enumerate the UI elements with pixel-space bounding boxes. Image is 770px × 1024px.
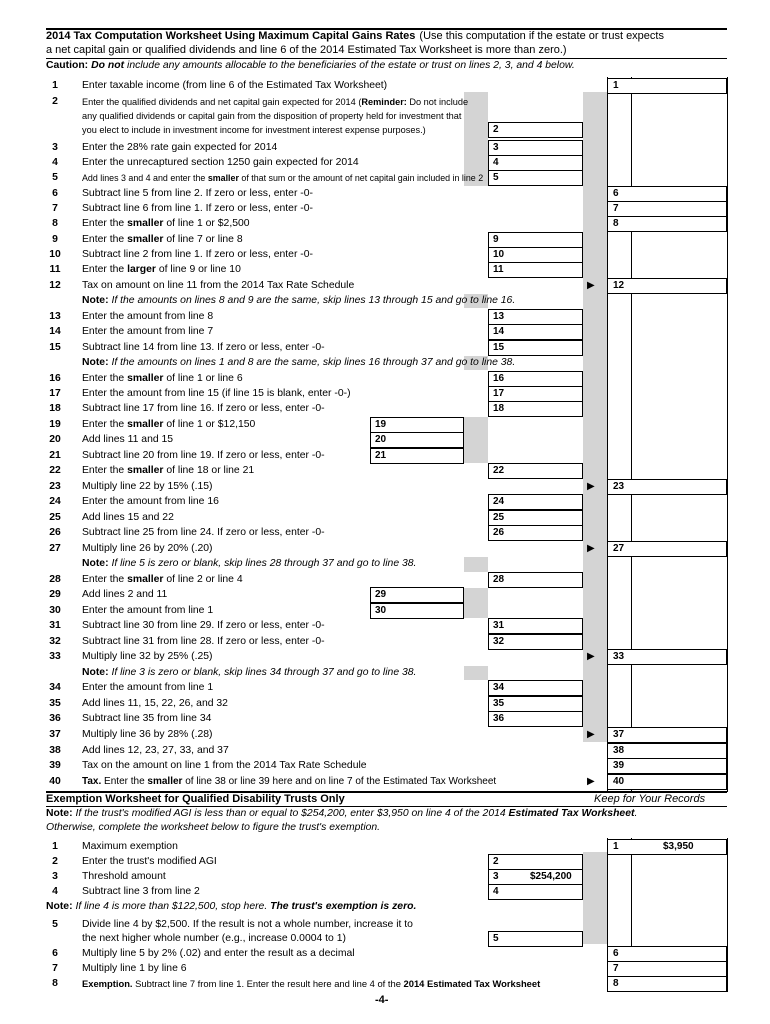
entry-box-label: 32 <box>493 636 505 647</box>
line-text <box>82 480 213 494</box>
line-text <box>82 171 483 185</box>
line-text <box>82 542 213 556</box>
line-text-part: Subtract line 6 from line 1. If zero or less, enter -0- <box>82 203 313 214</box>
worksheet2-title-text: Exemption Worksheet for Qualified Disability Trusts Only <box>46 793 345 805</box>
line-bold: larger <box>127 264 156 275</box>
entry-box-label: 29 <box>375 589 387 600</box>
line-text-part: any qualified dividends or capital gain from the disposition of property held for investment that <box>82 111 462 121</box>
line-text-continued <box>82 123 426 137</box>
line-text-part: of line 1 or $12,150 <box>163 419 256 430</box>
arrow-icon: ▶ <box>587 776 595 787</box>
line-text <box>82 870 166 884</box>
entry-box-label: 33 <box>613 651 625 662</box>
entry-box[interactable] <box>607 479 727 495</box>
line-text-part: Enter taxable income (from line 6 of the Estimated Tax Worksheet) <box>82 80 388 91</box>
line-number: 35 <box>49 698 61 709</box>
caution-label: Caution: <box>46 60 89 71</box>
line-text-part: Subtract line 31 from line 28. If zero or less, enter -0- <box>82 636 325 647</box>
line-text-part: Add lines 3 and 4 and enter the <box>82 173 208 183</box>
shaded-block <box>464 588 488 618</box>
line-number: 34 <box>49 682 61 693</box>
line-bold: smaller <box>127 373 164 384</box>
worksheet2-note <box>46 807 637 821</box>
line-text <box>82 402 325 416</box>
entry-box-label: 4 <box>493 886 499 897</box>
line-number: 10 <box>49 249 61 260</box>
line-text-part: of that sum or the amount of net capital gain included in line 2 <box>238 173 484 183</box>
line-bold: smaller <box>127 465 164 476</box>
line-text <box>82 248 313 262</box>
entry-box[interactable] <box>488 232 583 248</box>
line-text <box>82 650 213 664</box>
entry-box-label: 10 <box>493 249 505 260</box>
line-text-part: Subtract line 7 from line 1. Enter the result here and line 4 of the <box>132 978 404 989</box>
line-text-part: Add lines 15 and 22 <box>82 512 174 523</box>
entry-box-label: 16 <box>493 373 505 384</box>
line-number: 4 <box>52 886 58 897</box>
line-text <box>82 744 229 758</box>
arrow-icon: ▶ <box>587 481 595 492</box>
line-text <box>82 433 173 447</box>
arrow-icon: ▶ <box>587 651 595 662</box>
line-text-part: Subtract line 5 from line 2. If zero or less, enter -0- <box>82 188 313 199</box>
line-number: 15 <box>49 342 61 353</box>
line-number: 27 <box>49 543 61 554</box>
entry-box[interactable] <box>607 186 727 202</box>
line-text <box>82 95 468 109</box>
entry-box-label: 6 <box>613 948 619 959</box>
note-bold: Estimated Tax Worksheet <box>508 808 635 819</box>
line-text-part: Enter the <box>101 776 148 787</box>
line-text <box>82 885 200 899</box>
line-text <box>82 977 540 991</box>
line-number: 3 <box>52 871 58 882</box>
entry-box-label: 8 <box>613 978 619 989</box>
entry-box[interactable] <box>607 758 727 774</box>
keep-records-text: Keep for Your Records <box>594 793 706 805</box>
entry-box-label: 19 <box>375 419 387 430</box>
entry-box-label: 7 <box>613 203 619 214</box>
note-text: If the amounts on lines 1 and 8 are the same, skip lines 16 through 37 and go to line 38. <box>108 357 516 368</box>
line-number: 1 <box>52 841 58 852</box>
line-number: 1 <box>52 80 58 91</box>
line-text-part: Divide line 4 by $2,500. If the result is not a whole number, increase it to <box>82 919 413 930</box>
line-number: 4 <box>52 157 58 168</box>
line-text-part: Multiply line 22 by 15% (.15) <box>82 481 213 492</box>
caution-line <box>46 59 575 73</box>
entry-box-label: 12 <box>613 280 625 291</box>
line-number: 7 <box>52 203 58 214</box>
line-text <box>46 900 416 914</box>
line-text-part: Multiply line 36 by 28% (.28) <box>82 729 213 740</box>
line-number: 8 <box>52 978 58 989</box>
entry-box-label: 5 <box>493 933 499 944</box>
line-text <box>82 728 213 742</box>
line-number: 8 <box>52 218 58 229</box>
entry-box[interactable] <box>488 854 583 870</box>
line-text-continued <box>82 932 346 946</box>
line-number: 22 <box>49 465 61 476</box>
line-text-part: Enter the <box>82 234 128 245</box>
line-text-part: Enter the <box>82 419 128 430</box>
line-text-part: Add lines 12, 23, 27, 33, and 37 <box>82 745 229 756</box>
line-text-part: Tax on the amount on line 1 from the 2014 Tax Rate Schedule <box>82 760 367 771</box>
worksheet-title-text: 2014 Tax Computation Worksheet Using Maximum Capital Gains Rates <box>46 30 416 42</box>
line-text-part: of line 9 or line 10 <box>155 264 241 275</box>
line-text <box>82 372 243 386</box>
line-text <box>82 855 217 869</box>
note-label: Note: <box>82 295 109 306</box>
shaded-block <box>464 666 488 680</box>
line-number: 18 <box>49 403 61 414</box>
line-text <box>82 759 367 773</box>
entry-box-label: 38 <box>613 745 625 756</box>
line-text <box>82 464 254 478</box>
line-text-part: Enter the <box>82 574 128 585</box>
note-label: Note: <box>46 901 73 912</box>
line-text-part: of line 2 or line 4 <box>163 574 243 585</box>
caution-text: include any amounts allocable to the beneficiaries of the estate or trust on lines 2, 3, and 4 below. <box>127 60 575 71</box>
line-text-part: Subtract line 3 from line 2 <box>82 886 200 897</box>
entry-value: $254,200 <box>530 871 572 882</box>
line-text <box>82 962 187 976</box>
line-text-part: Tax on amount on line 11 from the 2014 Tax Rate Schedule <box>82 280 355 291</box>
line-text-part: Enter the <box>82 373 128 384</box>
line-text-part: Enter the amount from line 7 <box>82 326 214 337</box>
right-column-right-line <box>727 838 728 992</box>
worksheet-title-note: (Use this computation if the estate or trust expects <box>419 30 664 42</box>
line-text <box>82 495 219 509</box>
line-text-part: Enter the amount from line 8 <box>82 311 214 322</box>
note-label: Note: <box>82 667 109 678</box>
note-text: If line 4 is more than $122,500, stop here. <box>72 901 271 912</box>
line-number: 39 <box>49 760 61 771</box>
worksheet2-title <box>46 792 345 806</box>
line-text-part: Subtract line 35 from line 34 <box>82 713 212 724</box>
entry-box[interactable] <box>488 122 583 138</box>
line-bold: 2014 Estimated Tax Worksheet <box>403 978 541 989</box>
entry-box[interactable] <box>488 884 583 900</box>
line-bold: smaller <box>127 234 164 245</box>
line-bold: smaller <box>127 419 164 430</box>
line-number: 40 <box>49 776 61 787</box>
entry-box-label: 9 <box>493 234 499 245</box>
line-text-part: Subtract line 30 from line 29. If zero or less, enter -0- <box>82 620 325 631</box>
line-bold: smaller <box>127 218 164 229</box>
line-text-part: Enter the amount from line 16 <box>82 496 219 507</box>
line-text <box>82 666 416 680</box>
line-text <box>82 712 211 726</box>
entry-box-label: 24 <box>493 496 505 507</box>
entry-box[interactable] <box>607 649 727 665</box>
caution-do-not: Do not <box>91 60 125 71</box>
line-text-part: of line 38 or line 39 here and on line 7 of the Estimated Tax Worksheet <box>182 776 497 787</box>
line-text <box>82 418 255 432</box>
line-text-part: Add lines 11, 15, 22, 26, and 32 <box>82 698 228 709</box>
right-column-left-line <box>607 77 608 792</box>
note-text: If the amounts on lines 8 and 9 are the same, skip lines 13 through 15 and go to line 16. <box>108 295 516 306</box>
line-bold: smaller <box>207 173 239 183</box>
line-text <box>82 573 243 587</box>
line-number: 38 <box>49 745 61 756</box>
note-line2-text: Otherwise, complete the worksheet below to figure the trust's exemption. <box>46 822 381 833</box>
line-number: 3 <box>52 142 58 153</box>
line-text <box>82 356 515 370</box>
entry-box-label: 31 <box>493 620 505 631</box>
line-text-part: Multiply line 32 by 25% (.25) <box>82 651 213 662</box>
entry-box-label: 40 <box>613 776 625 787</box>
line-text <box>82 697 228 711</box>
entry-box-label: 3 <box>493 871 499 882</box>
line-number: 19 <box>49 419 61 430</box>
entry-box-label: 11 <box>493 264 504 275</box>
line-text-part: Enter the qualified dividends and net capital gain expected for 2014 ( <box>82 97 362 107</box>
entry-box-label: 1 <box>613 841 619 852</box>
line-bold-lead: Exemption. <box>82 978 133 989</box>
line-text-part: Maximum exemption <box>82 841 178 852</box>
entry-box-label: 37 <box>613 729 625 740</box>
line-text-part: of line 7 or line 8 <box>163 234 243 245</box>
line-text-part: Subtract line 2 from line 1. If zero or less, enter -0- <box>82 249 313 260</box>
entry-box-label: 26 <box>493 527 505 538</box>
worksheet-title-note-line2 <box>46 43 567 57</box>
line-text <box>82 79 387 93</box>
entry-box-label: 30 <box>375 605 387 616</box>
line-text <box>82 681 213 695</box>
title-note-line2-text: a net capital gain or qualified dividends and line 6 of the 2014 Estimated Tax Worksheet is more than zero.) <box>46 44 567 56</box>
line-number: 24 <box>49 496 61 507</box>
entry-box[interactable] <box>607 216 727 232</box>
line-bold: smaller <box>127 574 164 585</box>
page-number: -4- <box>375 994 389 1006</box>
line-number: 29 <box>49 589 61 600</box>
shaded-strip <box>583 92 607 742</box>
line-text <box>82 141 277 155</box>
line-number: 36 <box>49 713 61 724</box>
entry-box-label: 2 <box>493 856 499 867</box>
line-number: 2 <box>52 856 58 867</box>
arrow-icon: ▶ <box>587 729 595 740</box>
line-text-part: Enter the trust's modified AGI <box>82 856 217 867</box>
line-text <box>82 557 416 571</box>
line-text <box>82 233 243 247</box>
entry-box-label: 14 <box>493 326 505 337</box>
arrow-icon: ▶ <box>587 543 595 554</box>
line-number: 25 <box>49 512 61 523</box>
entry-box[interactable] <box>607 961 727 977</box>
entry-box-label: 20 <box>375 434 387 445</box>
line-number: 2 <box>52 96 58 107</box>
entry-box-label: 39 <box>613 760 625 771</box>
line-text-part: of line 1 or line 6 <box>163 373 243 384</box>
entry-box-label: 8 <box>613 218 619 229</box>
line-text-part: Add lines 11 and 15 <box>82 434 174 445</box>
entry-box[interactable] <box>488 155 583 171</box>
line-text <box>82 217 250 231</box>
line-text <box>82 918 413 932</box>
line-text-part: Add lines 2 and 11 <box>82 589 168 600</box>
line-text <box>82 341 325 355</box>
line-text <box>82 187 313 201</box>
entry-value: $3,950 <box>663 841 694 852</box>
note-text: If the trust's modified AGI is less than or equal to $254,200, enter $3,950 on line 4 of the 2014 <box>72 808 509 819</box>
line-text-part: Subtract line 17 from line 16. If zero or less, enter -0- <box>82 403 325 414</box>
line-text <box>82 619 325 633</box>
note-label: Note: <box>82 558 109 569</box>
worksheet-title <box>46 29 664 43</box>
line-text-part: Enter the 28% rate gain expected for 2014 <box>82 142 278 153</box>
line-text-part: you elect to include in investment income for investment interest expense purposes.) <box>82 125 426 135</box>
entry-box-label: 2 <box>493 124 499 135</box>
entry-box[interactable] <box>607 727 727 743</box>
entry-box-label: 1 <box>613 80 619 91</box>
line-number: 31 <box>49 620 61 631</box>
line-number: 5 <box>52 172 58 183</box>
line-number: 5 <box>52 919 58 930</box>
note-end: . <box>634 808 638 819</box>
arrow-icon: ▶ <box>587 280 595 291</box>
note-text: If line 3 is zero or blank, skip lines 34 through 37 and go to line 38. <box>108 667 417 678</box>
line-text-part: the next higher whole number (e.g., increase 0.0004 to 1) <box>82 933 346 944</box>
worksheet2-note-line2 <box>46 821 380 835</box>
line-text <box>82 840 178 854</box>
line-text-part: Subtract line 25 from line 24. If zero or less, enter -0- <box>82 527 325 538</box>
line-text <box>82 526 325 540</box>
right-label-line <box>631 77 632 792</box>
line-text-part: Do not include <box>406 97 469 107</box>
entry-box[interactable] <box>607 976 727 992</box>
line-text-part: Enter the amount from line 1 <box>82 682 214 693</box>
line-text <box>82 156 359 170</box>
line-number: 32 <box>49 636 61 647</box>
line-text <box>82 202 313 216</box>
entry-box-label: 5 <box>493 172 499 183</box>
entry-box-label: 21 <box>375 450 387 461</box>
entry-box[interactable] <box>607 743 727 759</box>
line-text <box>82 449 325 463</box>
line-bold: Reminder: <box>361 97 407 107</box>
line-text-part: Enter the amount from line 15 (if line 15 is blank, enter -0-) <box>82 388 351 399</box>
line-number: 21 <box>49 450 61 461</box>
line-text <box>82 635 325 649</box>
line-number: 6 <box>52 188 58 199</box>
right-column-right-line <box>727 77 728 792</box>
shaded-block <box>464 417 488 463</box>
line-text <box>82 775 496 789</box>
keep-records <box>594 792 705 806</box>
line-number: 23 <box>49 481 61 492</box>
entry-box-label: 13 <box>493 311 505 322</box>
line-number: 20 <box>49 434 61 445</box>
line-text <box>82 263 241 277</box>
line-text-part: Enter the amount from line 1 <box>82 605 214 616</box>
entry-box-label: 34 <box>493 682 505 693</box>
line-text-part: Subtract line 20 from line 19. If zero or less, enter -0- <box>82 450 325 461</box>
line-text-part: of line 1 or $2,500 <box>163 218 250 229</box>
line-text-part: Threshold amount <box>82 871 166 882</box>
line-number: 13 <box>49 311 61 322</box>
line-number: 30 <box>49 605 61 616</box>
line-number: 7 <box>52 963 58 974</box>
entry-box-label: 6 <box>613 188 619 199</box>
entry-box[interactable] <box>607 541 727 557</box>
entry-box[interactable] <box>488 170 583 186</box>
note-label: Note: <box>46 808 73 819</box>
entry-box[interactable] <box>607 78 727 94</box>
line-number: 16 <box>49 373 61 384</box>
line-text-part: of line 18 or line 21 <box>163 465 255 476</box>
line-number: 28 <box>49 574 61 585</box>
entry-box-label: 15 <box>493 342 505 353</box>
entry-box-label: 36 <box>493 713 505 724</box>
shaded-block <box>464 557 488 572</box>
line-number: 33 <box>49 651 61 662</box>
entry-box-label: 18 <box>493 403 505 414</box>
line-text-part: Multiply line 1 by line 6 <box>82 963 187 974</box>
note-text: If line 5 is zero or blank, skip lines 28 through 37 and go to line 38. <box>108 558 417 569</box>
entry-box-label: 7 <box>613 963 619 974</box>
line-number: 17 <box>49 388 61 399</box>
entry-box-label: 28 <box>493 574 505 585</box>
entry-box-label: 35 <box>493 698 505 709</box>
entry-box-label: 22 <box>493 465 505 476</box>
line-text-part: Enter the <box>82 218 128 229</box>
line-text <box>82 947 355 961</box>
line-text-part: Subtract line 14 from line 13. If zero or less, enter -0- <box>82 342 325 353</box>
line-text <box>82 325 213 339</box>
line-text-part: Enter the unrecaptured section 1250 gain expected for 2014 <box>82 157 359 168</box>
line-number: 12 <box>49 280 61 291</box>
entry-box[interactable] <box>607 278 727 294</box>
shaded-strip <box>583 852 607 944</box>
line-text <box>82 387 351 401</box>
entry-box-label: 25 <box>493 512 505 523</box>
line-text-part: Enter the <box>82 264 128 275</box>
line-text <box>82 279 354 293</box>
entry-box[interactable] <box>607 946 727 962</box>
entry-box[interactable] <box>488 931 583 947</box>
line-number: 6 <box>52 948 58 959</box>
line-text <box>82 294 515 308</box>
line-text-part: Multiply line 5 by 2% (.02) and enter the result as a decimal <box>82 948 355 959</box>
line-text-continued <box>82 109 461 123</box>
entry-box[interactable] <box>607 774 727 790</box>
entry-box[interactable] <box>607 201 727 217</box>
note-bold-italic: The trust's exemption is zero. <box>270 901 417 912</box>
entry-box-label: 27 <box>613 543 625 554</box>
line-bold-lead: Tax. <box>82 776 102 787</box>
line-number: 14 <box>49 326 61 337</box>
entry-box-label: 23 <box>613 481 625 492</box>
line-text-part: Enter the <box>82 465 128 476</box>
entry-box-label: 17 <box>493 388 505 399</box>
line-bold: smaller <box>147 776 183 787</box>
line-text <box>82 310 213 324</box>
line-number: 26 <box>49 527 61 538</box>
line-text-part: Multiply line 26 by 20% (.20) <box>82 543 213 554</box>
line-number: 11 <box>49 264 61 275</box>
line-text <box>82 511 174 525</box>
line-text <box>82 604 213 618</box>
note-label: Note: <box>82 357 109 368</box>
line-number: 9 <box>52 234 58 245</box>
entry-box[interactable] <box>488 140 583 156</box>
entry-box-label: 4 <box>493 157 499 168</box>
line-number: 37 <box>49 729 61 740</box>
line-text <box>82 588 167 602</box>
entry-box-label: 3 <box>493 142 499 153</box>
